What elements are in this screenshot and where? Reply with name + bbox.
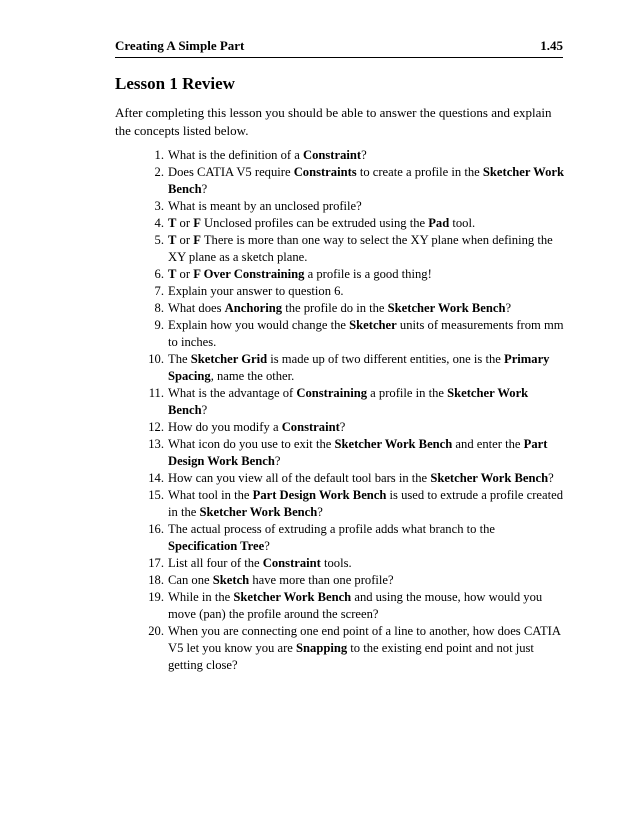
question-text-segment: The actual process of extruding a profile adds what branch to the	[168, 522, 495, 536]
question-term-bold: Constraint	[281, 420, 340, 434]
question-number: 12.	[148, 420, 164, 434]
question-text-segment: What is the definition of a	[168, 148, 303, 162]
question-term-bold: Primary Spacing	[168, 352, 550, 383]
question-text	[168, 471, 554, 485]
question-text	[168, 301, 511, 315]
review-question	[115, 283, 565, 300]
question-text	[168, 420, 345, 434]
question-number: 10.	[148, 352, 164, 366]
question-term-bold: T	[168, 267, 177, 281]
question-number: 4.	[154, 216, 164, 230]
question-term-bold: Sketch	[212, 573, 250, 587]
header-divider	[115, 57, 563, 58]
question-text-segment: ?	[339, 420, 346, 434]
question-number: 18.	[148, 573, 164, 587]
question-term-bold: Sketcher Work Bench	[199, 505, 318, 519]
review-question	[115, 215, 565, 232]
question-text-segment: to the existing end point and not just getting close?	[168, 641, 534, 672]
question-text-segment: ?	[274, 454, 281, 468]
review-question	[115, 351, 565, 385]
question-text-segment: Explain how you would change the	[168, 318, 350, 332]
question-term-bold: Sketcher Work Bench	[168, 386, 529, 417]
question-text	[168, 284, 344, 298]
question-term-bold: Specification Tree	[168, 539, 265, 553]
question-text-segment: a profile is a good thing!	[304, 267, 432, 281]
review-question-list	[115, 147, 565, 674]
question-term-bold: Snapping	[296, 641, 348, 655]
question-text-segment: tool.	[449, 216, 476, 230]
question-number: 1.	[154, 148, 164, 162]
review-question	[115, 487, 565, 521]
question-text-segment: How can you view all of the default tool bars in the	[168, 471, 431, 485]
question-text-segment: What tool in the	[168, 488, 253, 502]
question-text	[168, 590, 542, 621]
question-text-segment: What is meant by an unclosed profile?	[168, 199, 362, 213]
question-text	[168, 488, 563, 519]
question-text-segment: or	[176, 233, 194, 247]
review-question	[115, 436, 565, 470]
question-term-bold: Pad	[428, 216, 450, 230]
question-term-bold: Constraints	[293, 165, 357, 179]
question-text-segment: ?	[548, 471, 554, 485]
question-text-segment: or	[176, 216, 194, 230]
review-question	[115, 164, 565, 198]
header-page-number: 1.45	[540, 38, 563, 53]
review-question	[115, 232, 565, 266]
question-text-segment: ?	[505, 301, 512, 315]
question-term-bold: Sketcher	[349, 318, 397, 332]
question-number: 15.	[148, 488, 164, 502]
review-question	[115, 198, 565, 215]
review-question	[115, 317, 565, 351]
question-text-segment: ?	[317, 505, 323, 519]
question-text	[168, 165, 564, 196]
question-text	[168, 437, 547, 468]
question-text-segment: While in the	[168, 590, 234, 604]
question-term-bold: Constraining	[296, 386, 368, 400]
question-term-bold: Sketcher Work Bench	[430, 471, 549, 485]
question-text-segment: How do you modify a	[168, 420, 282, 434]
question-number: 9.	[154, 318, 164, 332]
lesson-title: Lesson 1 Review	[115, 74, 235, 93]
question-number: 16.	[148, 522, 164, 536]
question-text	[168, 318, 564, 349]
header-title: Creating A Simple Part	[115, 38, 245, 53]
review-question	[115, 266, 565, 283]
question-term-bold: Anchoring	[224, 301, 283, 315]
question-term-bold: Constraint	[262, 556, 321, 570]
question-text-segment: units of measurements from mm to inches.	[168, 318, 564, 349]
question-text-segment: to create a profile in the	[356, 165, 483, 179]
question-text-segment: have more than one profile?	[249, 573, 394, 587]
question-term-bold: Part Design Work Bench	[168, 437, 548, 468]
review-question	[115, 385, 565, 419]
question-term-bold: Part Design Work Bench	[252, 488, 387, 502]
review-question	[115, 555, 565, 572]
question-text-segment: Explain your answer to question 6.	[168, 284, 344, 298]
review-question	[115, 521, 565, 555]
question-text-segment: Can one	[168, 573, 213, 587]
question-text-segment: tools.	[320, 556, 352, 570]
question-text-segment: What does	[168, 301, 225, 315]
question-term-bold: Constraint	[303, 148, 362, 162]
question-number: 11.	[148, 386, 164, 400]
question-number: 5.	[154, 233, 164, 247]
question-text-segment: ?	[201, 403, 208, 417]
question-number: 2.	[154, 165, 164, 179]
question-term-bold: Sketcher Work Bench	[334, 437, 453, 451]
question-term-bold: Sketcher Grid	[190, 352, 268, 366]
question-text	[168, 148, 367, 162]
question-text-segment: List all four of the	[168, 556, 263, 570]
question-text	[168, 267, 432, 281]
question-text	[168, 573, 394, 587]
question-text	[168, 386, 528, 417]
review-question	[115, 419, 565, 436]
question-text-segment: There is more than one way to select the XY plane when defining the XY plane as a sketch plane.	[168, 233, 553, 264]
question-text	[168, 352, 549, 383]
question-text-segment: What icon do you use to exit the	[168, 437, 335, 451]
review-question	[115, 147, 565, 164]
question-text-segment: or	[176, 267, 194, 281]
question-number: 8.	[154, 301, 164, 315]
review-question	[115, 572, 565, 589]
question-text	[168, 233, 553, 264]
question-term-bold: Sketcher Work Bench	[168, 165, 564, 196]
question-number: 19.	[148, 590, 164, 604]
question-number: 7.	[154, 284, 164, 298]
question-number: 14.	[148, 471, 164, 485]
question-number: 13.	[148, 437, 164, 451]
question-text-segment: a profile in the	[367, 386, 448, 400]
question-text-segment: the profile do in the	[282, 301, 388, 315]
question-text-segment: The	[168, 352, 191, 366]
question-text	[168, 556, 352, 570]
question-text-segment: Unclosed profiles can be extruded using the	[200, 216, 429, 230]
question-text	[168, 624, 560, 672]
question-number: 20.	[148, 624, 164, 638]
question-term-bold: F Over Constraining	[193, 267, 305, 281]
page-header	[115, 38, 563, 58]
question-text-segment: What is the advantage of	[168, 386, 297, 400]
question-text-segment: When you are connecting one end point of a line to another, how does CATIA V5 let you know you are	[168, 624, 561, 655]
question-text	[168, 199, 362, 213]
question-term-bold: F	[193, 216, 201, 230]
question-text-segment: is used to extrude a profile created in the	[168, 488, 563, 519]
review-question	[115, 589, 565, 623]
question-text-segment: is made up of two different entities, one is the	[267, 352, 505, 366]
review-question	[115, 300, 565, 317]
question-text-segment: Does CATIA V5 require	[168, 165, 294, 179]
question-text	[168, 216, 475, 230]
question-term-bold: Sketcher Work Bench	[233, 590, 352, 604]
question-number: 17.	[148, 556, 164, 570]
question-term-bold: Sketcher Work Bench	[387, 301, 506, 315]
question-number: 3.	[154, 199, 164, 213]
question-number: 6.	[154, 267, 164, 281]
question-text-segment: ?	[201, 182, 208, 196]
question-text-segment: and enter the	[452, 437, 524, 451]
question-term-bold: T	[168, 233, 177, 247]
review-question	[115, 623, 565, 674]
question-term-bold: T	[168, 216, 177, 230]
lesson-intro: After completing this lesson you should be able to answer the questions and explain the concepts listed below.	[115, 105, 552, 138]
review-question	[115, 470, 565, 487]
question-text-segment: ?	[361, 148, 367, 162]
question-text	[168, 522, 495, 553]
question-text-segment: ?	[264, 539, 270, 553]
question-text-segment: , name the other.	[210, 369, 295, 383]
question-text-segment: and using the mouse, how would you move (pan) the profile around the screen?	[168, 590, 543, 621]
question-term-bold: F	[193, 233, 201, 247]
